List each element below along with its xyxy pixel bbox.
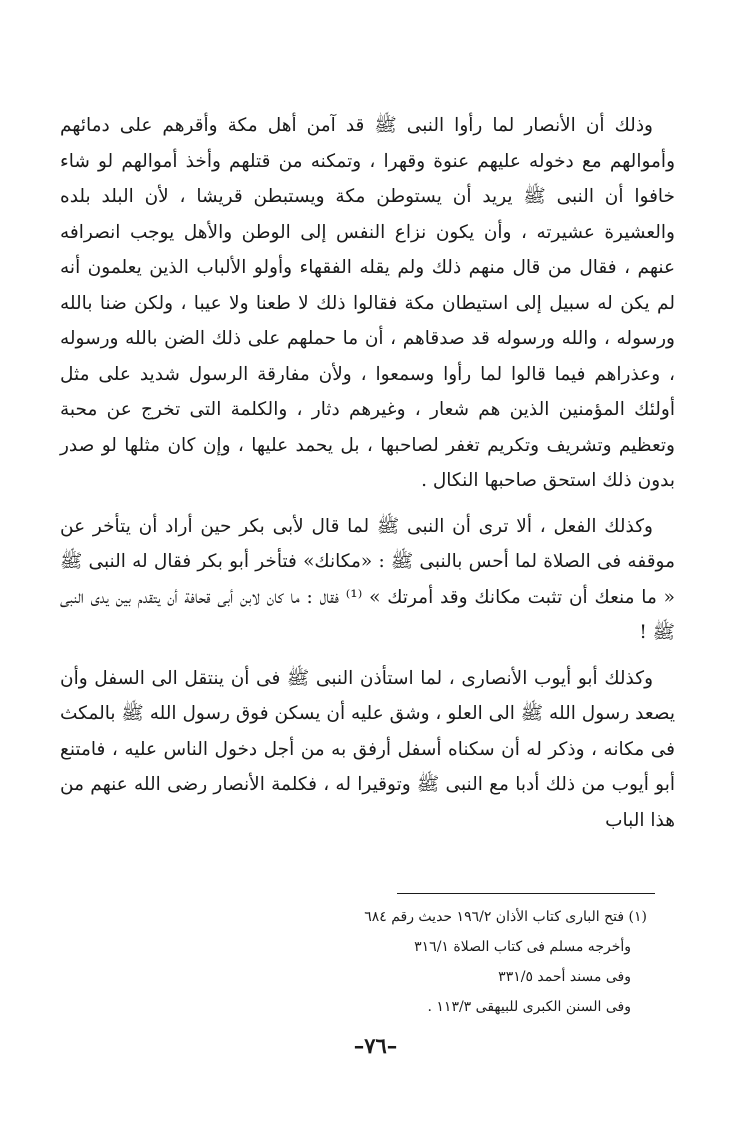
- footnote-line: وفى السنن الكبرى للبيهقى ١١٣/٣ .: [427, 999, 631, 1015]
- paragraph: وكذلك أبو أيوب الأنصارى ، لما استأذن النبى ﷺ فى أن ينتقل الى السفل وأن يصعد رسول الله ﷺ الى العلو ، وشق عليه أن يسكن فوق رسول الله ﷺ بالمكث فى مكانه ، وذكر له أن سكناه أسفل أرفق به من أجل دخول الناس عليه ، فامتنع أبو أيوب من ذلك أدبا مع النبى ﷺ وتوقيرا له ، فكلمة الأنصار رضى الله عنهم من هذا الباب: [60, 667, 675, 831]
- body-text: [60, 108, 675, 848]
- paragraph: وذلك أن الأنصار لما رأوا النبى ﷺ قد آمن أهل مكة وأقرهم على دمائهم وأموالهم مع دخوله عليهم عنوة وقهرا ، وتمكنه من قتلهم وأخذ أموالهم لو شاء خافوا أن النبى ﷺ يريد أن يستوطن مكة ويستبطن قريشا ، لأن البلد بلده والعشيرة عشيرته ، وأن يكون نزاع النفس إلى الوطن والأهل يوجب انصرافه عنهم ، فقال من قال منهم ذلك ولم يقله الفقهاء وأولو الألباب الذين يعلمون أنه لم يكن له سبيل إلى استيطان مكة فقالوا ذلك لا طعنا ولا عيبا ، ولكن ضنا بالله ورسوله ، والله ورسوله قد صدقاهم ، أن ما حملهم على ذلك الضن بالله ورسوله ، وعذراهم فيما قالوا لما رأوا وسمعوا ، ولأن مفارقة الرسول شديد على مثل أولئك المؤمنين الذين هم شعار ، وغيرهم دثار ، والكلمة التى تخرج عن محبة وتعظيم وتشريف وتكريم تغفر لصاحبها ، بل يحمد عليها ، وإن كان مثلها لو صدر بدون ذلك استحق صاحبها النكال .: [60, 115, 675, 491]
- footnote-divider: [397, 893, 655, 894]
- page-number: –٧٦–: [353, 1033, 398, 1058]
- paragraph: وكذلك الفعل ، ألا ترى أن النبى ﷺ لما قال لأبى بكر حين أراد أن يتأخر عن موقفه فى الصلاة لما أحس بالنبى ﷺ : «مكانك» فتأخر أبو بكر فقال له النبى ﷺ « ما منعك أن تثبت مكانك وقد أمرتك » ⁽¹⁾ فقال : ما كان لابن أبى قحافة أن يتقدم بين يدى النبى ﷺ !: [60, 515, 675, 643]
- footnotes: [227, 902, 647, 1022]
- footnote-line: وفى مسند أحمد ٣٣١/٥: [498, 969, 631, 985]
- footnote-line: (١) فتح البارى كتاب الأذان ١٩٦/٢ حديث رقم ٦٨٤: [364, 909, 647, 925]
- footnote-line: وأخرجه مسلم فى كتاب الصلاة ٣١٦/١: [414, 939, 631, 955]
